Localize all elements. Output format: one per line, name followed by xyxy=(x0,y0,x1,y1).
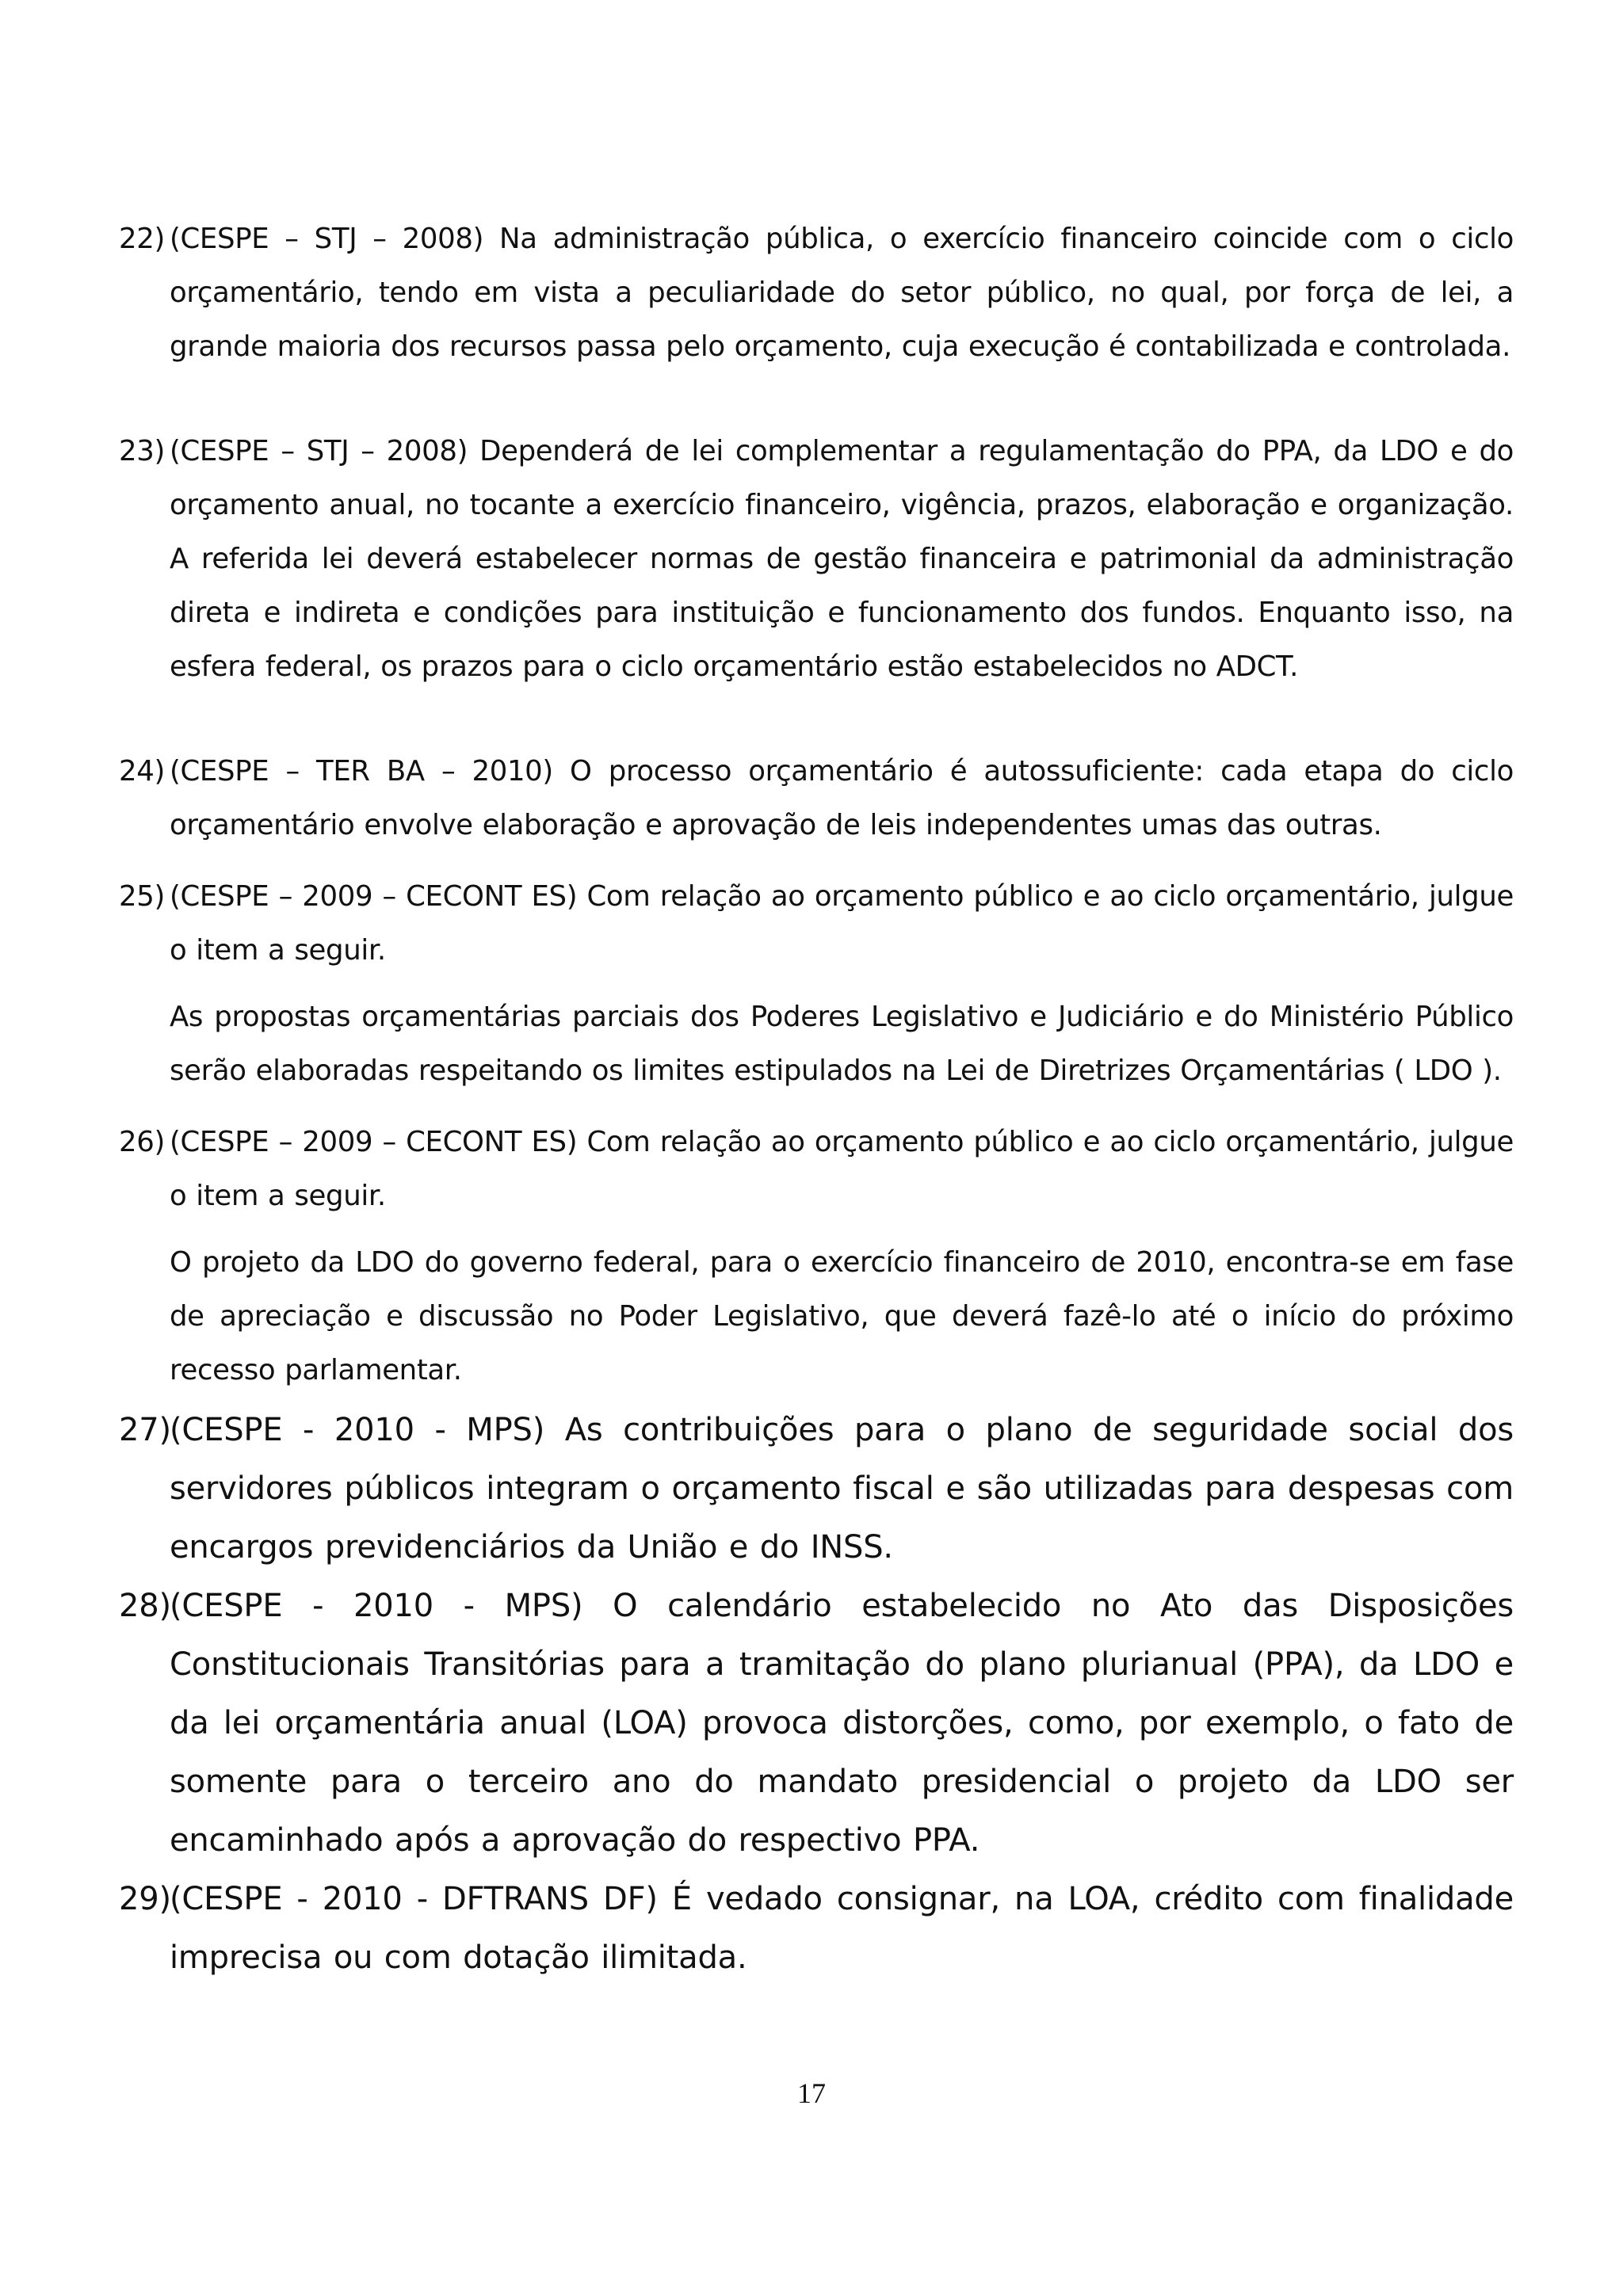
question-text: (CESPE – STJ – 2008) Dependerá de lei complementar a regulamentação do PPA, da LDO e do orçamento anual, no tocante a exercício financeiro, vigência, prazos, elaboração e organização. A referida lei deverá estabelecer normas de gestão financeira e patrimonial da administração direta e indireta e condições para instituição e funcionamento dos fundos. Enquanto isso, na esfera federal, os prazos para o ciclo orçamentário estão estabelecidos no ADCT. xyxy=(170,435,1514,683)
question-item-22 xyxy=(119,212,1514,374)
question-number: 22) xyxy=(119,223,165,255)
question-number: 28) xyxy=(119,1588,171,1624)
question-number: 23) xyxy=(119,435,165,467)
question-number: 27) xyxy=(119,1412,171,1448)
question-item-25 xyxy=(119,870,1514,1098)
question-number: 29) xyxy=(119,1881,171,1917)
question-number: 26) xyxy=(119,1126,165,1158)
question-item-23 xyxy=(119,425,1514,694)
question-statement: As propostas orçamentárias parciais dos Poderes Legislativo e Judiciário e do Ministério Público serão elaboradas respeitando os limites estipulados na Lei de Diretrizes Orçamentárias ( LDO ). xyxy=(170,1001,1514,1087)
question-text: (CESPE – 2009 – CECONT ES) Com relação ao orçamento público e ao ciclo orçamentário, julgue o item a seguir. xyxy=(170,880,1514,967)
question-item-29 xyxy=(119,1870,1514,1987)
question-item-27 xyxy=(119,1401,1514,1577)
page-number: 17 xyxy=(797,2077,826,2109)
question-text: (CESPE - 2010 - DFTRANS DF) É vedado consignar, na LOA, crédito com finalidade imprecisa ou com dotação ilimitada. xyxy=(170,1881,1514,1976)
question-item-28 xyxy=(119,1577,1514,1870)
question-item-26 xyxy=(119,1116,1514,1398)
question-text: (CESPE – TER BA – 2010) O processo orçamentário é autossuficiente: cada etapa do ciclo orçamentário envolve elaboração e aprovação de leis independentes umas das outras. xyxy=(170,755,1514,841)
question-text: (CESPE - 2010 - MPS) As contribuições para o plano de seguridade social dos servidores públicos integram o orçamento fiscal e são utilizadas para despesas com encargos previdenciários da União e do INSS. xyxy=(170,1412,1514,1566)
question-number: 24) xyxy=(119,755,165,788)
question-text: (CESPE – STJ – 2008) Na administração pública, o exercício financeiro coincide com o ciclo orçamentário, tendo em vista a peculiaridade do setor público, no qual, por força de lei, a grande maioria dos recursos passa pelo orçamento, cuja execução é contabilizada e controlada. xyxy=(170,223,1514,363)
question-item-24 xyxy=(119,745,1514,852)
question-number: 25) xyxy=(119,880,165,913)
question-text: (CESPE – 2009 – CECONT ES) Com relação ao orçamento público e ao ciclo orçamentário, julgue o item a seguir. xyxy=(170,1126,1514,1212)
question-text: (CESPE - 2010 - MPS) O calendário estabelecido no Ato das Disposições Constitucionais Transitórias para a tramitação do plano plurianual (PPA), da LDO e da lei orçamentária anual (LOA) provoca distorções, como, por exemplo, o fato de somente para o terceiro ano do mandato presidencial o projeto da LDO ser encaminhado após a aprovação do respectivo PPA. xyxy=(170,1588,1514,1859)
question-statement: O projeto da LDO do governo federal, para o exercício financeiro de 2010, encontra-se em fase de apreciação e discussão no Poder Legislativo, que deverá fazê-lo até o início do próximo recesso parlamentar. xyxy=(170,1246,1514,1386)
